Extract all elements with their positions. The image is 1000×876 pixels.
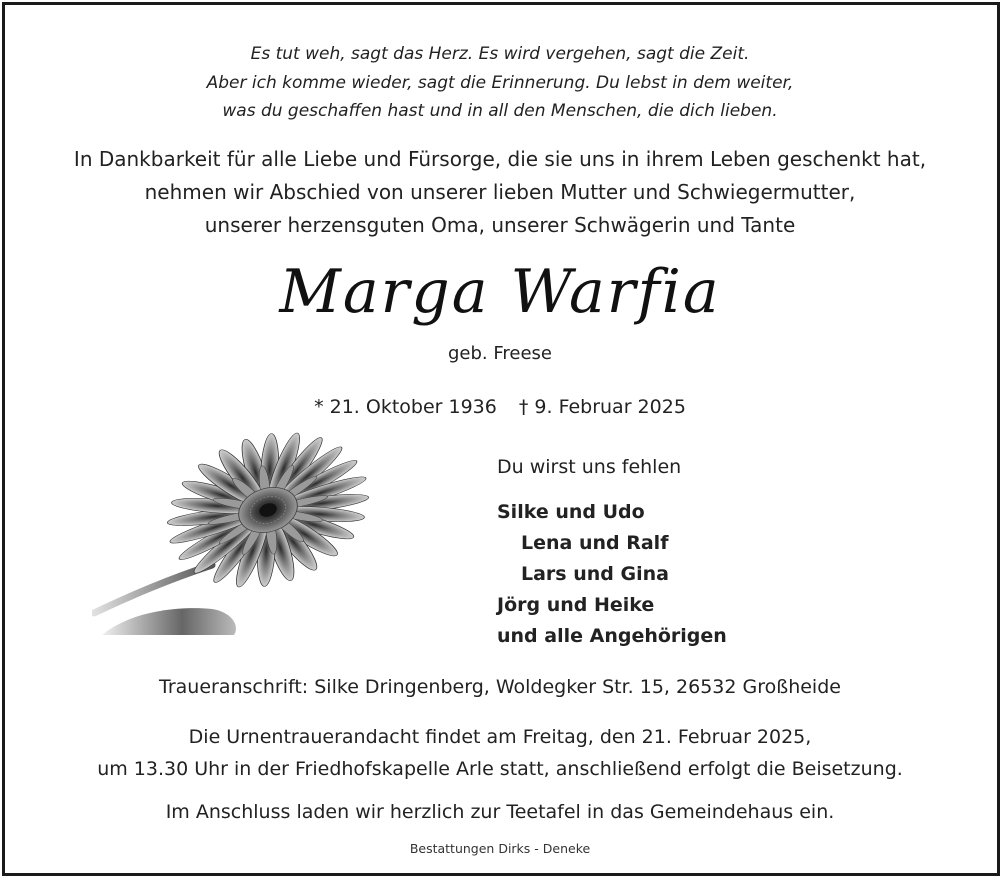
family-member: und alle Angehörigen: [497, 625, 727, 647]
poem-line: Aber ich komme wieder, sagt die Erinnerung. Du lebst in dem weiter,: [206, 72, 794, 93]
mourning-address: Traueranschrift: Silke Dringenberg, Woldegker Str. 15, 26532 Großheide: [159, 676, 841, 698]
invitation-text: Im Anschluss laden wir herzlich zur Teetafel in das Gemeindehaus ein.: [165, 801, 835, 823]
family-member: Silke und Udo: [497, 501, 645, 523]
intro-line: nehmen wir Abschied von unserer lieben Mutter und Schwiegermutter,: [144, 180, 856, 204]
maiden-name: geb. Freese: [447, 343, 553, 364]
family-member: Jörg und Heike: [497, 594, 655, 616]
service-line: Die Urnentrauerandacht findet am Freitag, den 21. Februar 2025,: [188, 726, 812, 748]
poem: [0, 40, 1000, 126]
intro-line: In Dankbarkeit für alle Liebe und Fürsorge, die sie uns in ihrem Leben geschenkt hat,: [73, 147, 927, 171]
life-dates: [0, 390, 1000, 424]
death-date: † 9. Februar 2025: [518, 396, 686, 418]
gerbera-flower-icon: [92, 430, 382, 650]
family-member: Lena und Ralf: [521, 532, 669, 554]
poem-line: was du geschaffen hast und in all den Menschen, die dich lieben.: [222, 101, 778, 121]
family-member: Lars und Gina: [521, 563, 669, 585]
intro-text: [0, 143, 1000, 242]
deceased-name: Marga Warfia: [279, 257, 721, 327]
service-line: um 13.30 Uhr in der Friedhofskapelle Arle statt, anschließend erfolgt die Beisetzung.: [97, 758, 903, 780]
birth-date: * 21. Oktober 1936: [314, 396, 497, 418]
intro-line: unserer herzensguten Oma, unserer Schwägerin und Tante: [204, 213, 796, 237]
undertaker-credit: Bestattungen Dirks - Deneke: [409, 841, 591, 856]
family-signatures: [497, 452, 727, 652]
poem-line: Es tut weh, sagt das Herz. Es wird vergehen, sagt die Zeit.: [250, 44, 750, 64]
family-lead-text: Du wirst uns fehlen: [497, 456, 682, 478]
service-info: [0, 721, 1000, 785]
